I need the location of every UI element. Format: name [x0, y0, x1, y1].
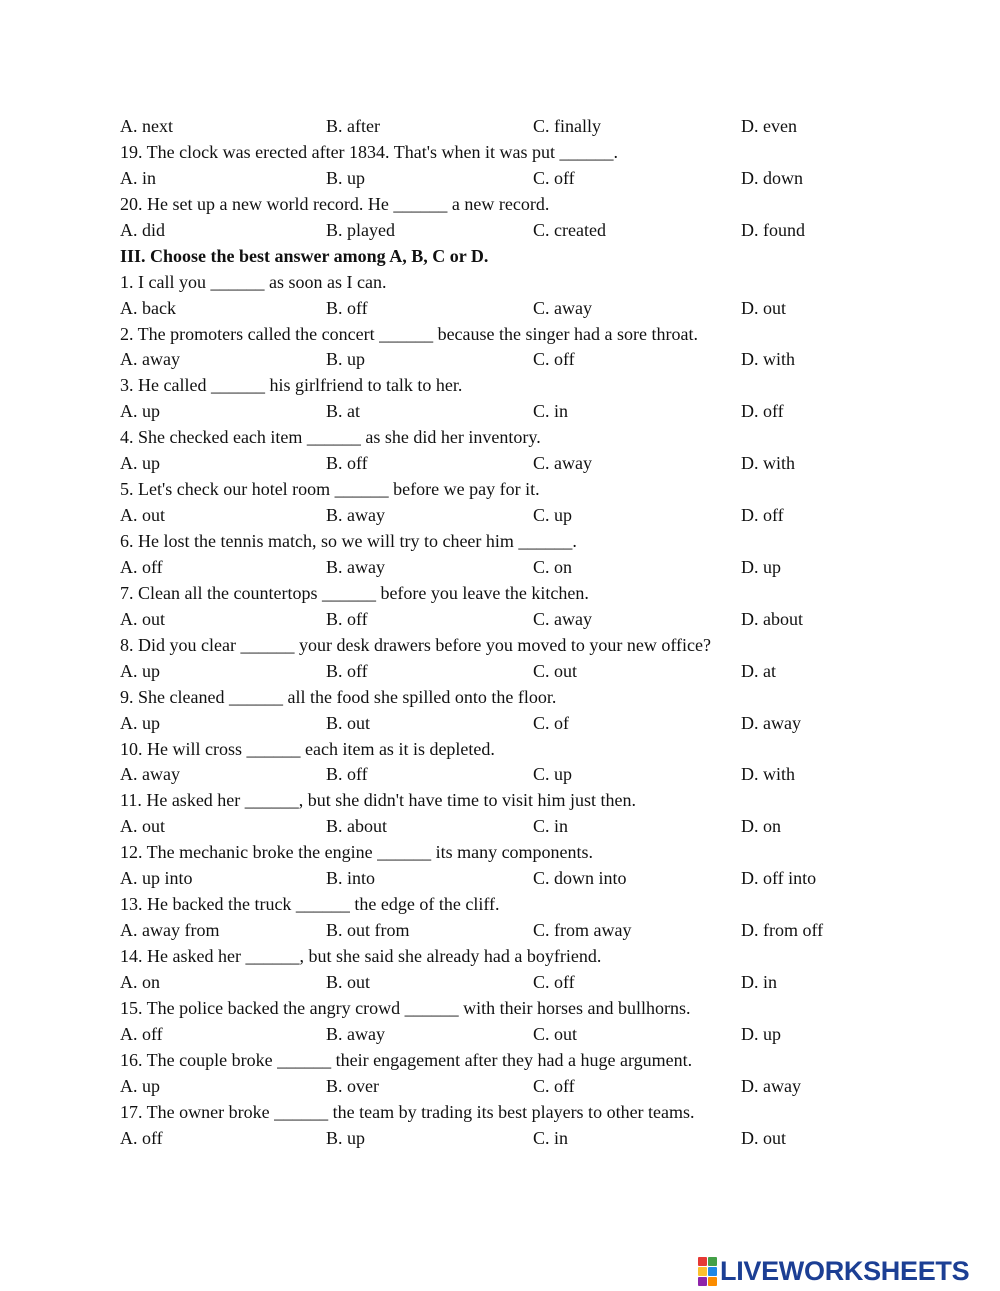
option-b[interactable]: B. played [326, 219, 395, 240]
options-row [0, 555, 1000, 581]
option-a[interactable]: A. away from [120, 920, 220, 941]
question-15: 15. The police backed the angry crowd ______ with their horses and bullhorns. [120, 997, 691, 1018]
logo-block [708, 1257, 717, 1266]
option-c[interactable]: C. in [533, 401, 569, 422]
question-12: 12. The mechanic broke the engine ______ its many components. [120, 842, 594, 863]
option-a[interactable]: A. up into [120, 868, 193, 889]
option-b[interactable]: B. off [326, 453, 368, 474]
options-row [0, 451, 1000, 477]
option-a[interactable]: A. back [120, 297, 176, 318]
options-row [0, 503, 1000, 529]
logo-block [698, 1267, 707, 1276]
option-a[interactable]: A. away [120, 349, 180, 370]
option-a[interactable]: A. off [120, 556, 163, 577]
options-row [0, 866, 1000, 892]
option-b[interactable]: B. off [326, 608, 368, 629]
option-d[interactable]: D. out [741, 297, 786, 318]
option-a[interactable]: A. in [120, 167, 156, 188]
question-2: 2. The promoters called the concert ______ because the singer had a sore throat. [120, 323, 698, 344]
question-13: 13. He backed the truck ______ the edge of the cliff. [120, 894, 500, 915]
option-c[interactable]: C. finally [533, 116, 601, 136]
option-b[interactable]: B. out [326, 971, 371, 992]
question-17: 17. The owner broke ______ the team by trading its best players to other teams. [120, 1101, 695, 1122]
option-d[interactable]: D. even [741, 116, 797, 136]
question-list [0, 270, 1000, 1152]
option-d[interactable]: D. off [741, 505, 784, 526]
option-d[interactable]: D. about [741, 608, 803, 629]
option-d[interactable]: D. out [741, 1127, 786, 1148]
option-b[interactable]: B. over [326, 1075, 379, 1096]
options-row [0, 1074, 1000, 1100]
logo-block [708, 1277, 717, 1286]
options-row [0, 762, 1000, 788]
option-b[interactable]: B. out from [326, 920, 410, 941]
option-c[interactable]: C. out [533, 1023, 578, 1044]
option-c[interactable]: C. away [533, 453, 592, 474]
logo-block [708, 1267, 717, 1276]
option-b[interactable]: B. up [326, 349, 366, 370]
question-19: 19. The clock was erected after 1834. That's when it was put ______. [120, 141, 618, 162]
option-d[interactable]: D. in [741, 971, 777, 992]
question-20: 20. He set up a new world record. He ______ a new record. [120, 193, 550, 214]
option-a[interactable]: A. away [120, 764, 180, 785]
option-c[interactable]: C. out [533, 660, 578, 681]
option-a[interactable]: A. on [120, 971, 160, 992]
options-row [0, 166, 1000, 192]
option-a[interactable]: A. out [120, 816, 165, 837]
options-row [0, 1126, 1000, 1152]
question-9: 9. She cleaned ______ all the food she spilled onto the floor. [120, 686, 557, 707]
option-a[interactable]: A. did [120, 219, 165, 240]
option-c[interactable]: C. off [533, 349, 575, 370]
options-row [0, 918, 1000, 944]
option-c[interactable]: C. away [533, 297, 592, 318]
option-a[interactable]: A. up [120, 1075, 160, 1096]
option-a[interactable]: A. up [120, 453, 160, 474]
option-c[interactable]: C. down into [533, 868, 627, 889]
logo-block [698, 1257, 707, 1266]
question-8: 8. Did you clear ______ your desk drawers before you moved to your new office? [120, 634, 711, 655]
section-heading: III. Choose the best answer among A, B, C or D. [120, 245, 489, 266]
option-b[interactable]: B. off [326, 660, 368, 681]
option-b[interactable]: B. about [326, 816, 387, 837]
option-a[interactable]: A. out [120, 505, 165, 526]
option-d[interactable]: D. away [741, 712, 801, 733]
worksheet-page [0, 114, 1000, 1152]
option-c[interactable]: C. in [533, 1127, 569, 1148]
option-d[interactable]: D. at [741, 660, 776, 681]
option-a[interactable]: A. up [120, 660, 160, 681]
option-c[interactable]: C. created [533, 219, 606, 240]
option-b[interactable]: B. away [326, 1023, 385, 1044]
option-b[interactable]: B. away [326, 556, 385, 577]
options-row [0, 399, 1000, 425]
options-row [0, 970, 1000, 996]
options-row [0, 296, 1000, 322]
option-c[interactable]: C. off [533, 167, 575, 188]
question-10: 10. He will cross ______ each item as it is depleted. [120, 738, 495, 759]
liveworksheets-logo[interactable] [698, 1254, 969, 1288]
option-a[interactable]: A. out [120, 608, 165, 629]
question-14: 14. He asked her ______, but she said she already had a boyfriend. [120, 946, 602, 966]
option-b[interactable]: B. up [326, 1127, 366, 1148]
option-b[interactable]: B. after [326, 116, 380, 136]
options-row [0, 659, 1000, 685]
question-4: 4. She checked each item ______ as she did her inventory. [120, 427, 541, 448]
option-d[interactable]: D. up [741, 556, 781, 577]
option-b[interactable]: B. off [326, 764, 368, 785]
option-c[interactable]: C. up [533, 764, 573, 785]
option-d[interactable]: D. found [741, 219, 805, 240]
options-row [0, 114, 1000, 140]
option-c[interactable]: C. on [533, 556, 573, 577]
logo-blocks-icon [698, 1257, 717, 1286]
option-b[interactable]: B. into [326, 868, 376, 889]
options-row [0, 347, 1000, 373]
option-c[interactable]: C. in [533, 816, 569, 837]
option-a[interactable]: A. next [120, 116, 173, 136]
option-d[interactable]: D. away [741, 1075, 801, 1096]
option-d[interactable]: D. on [741, 816, 781, 837]
option-d[interactable]: D. with [741, 349, 795, 370]
option-b[interactable]: B. at [326, 401, 360, 422]
question-1: 1. I call you ______ as soon as I can. [120, 271, 387, 292]
question-11: 11. He asked her ______, but she didn't have time to visit him just then. [120, 790, 637, 811]
option-b[interactable]: B. out [326, 712, 371, 733]
option-d[interactable]: D. with [741, 764, 795, 785]
options-row [0, 814, 1000, 840]
options-row [0, 711, 1000, 737]
option-b[interactable]: B. off [326, 297, 368, 318]
options-row [0, 218, 1000, 244]
question-7: 7. Clean all the countertops ______ before you leave the kitchen. [120, 582, 589, 603]
option-c[interactable]: C. off [533, 1075, 575, 1096]
option-a[interactable]: A. up [120, 401, 160, 422]
option-d[interactable]: D. up [741, 1023, 781, 1044]
question-6: 6. He lost the tennis match, so we will try to cheer him ______. [120, 531, 577, 551]
option-a[interactable]: A. up [120, 712, 160, 733]
question-5: 5. Let's check our hotel room ______ before we pay for it. [120, 479, 540, 500]
option-a[interactable]: A. off [120, 1127, 163, 1148]
option-c[interactable]: C. from away [533, 920, 632, 941]
options-row [0, 1022, 1000, 1048]
option-c[interactable]: C. of [533, 712, 569, 733]
option-a[interactable]: A. off [120, 1023, 163, 1044]
question-3: 3. He called ______ his girlfriend to talk to her. [120, 375, 463, 396]
option-d[interactable]: D. off into [741, 868, 817, 889]
option-d[interactable]: D. with [741, 453, 795, 474]
option-d[interactable]: D. down [741, 167, 803, 188]
option-b[interactable]: B. up [326, 167, 366, 188]
logo-block [698, 1277, 707, 1286]
option-d[interactable]: D. from off [741, 920, 824, 941]
options-row [0, 607, 1000, 633]
option-b[interactable]: B. away [326, 505, 385, 526]
brand-name: LIVEWORKSHEETS [720, 1255, 970, 1286]
option-c[interactable]: C. off [533, 971, 575, 992]
option-c[interactable]: C. up [533, 505, 573, 526]
question-16: 16. The couple broke ______ their engagement after they had a huge argument. [120, 1049, 693, 1070]
option-d[interactable]: D. off [741, 401, 784, 422]
option-c[interactable]: C. away [533, 608, 592, 629]
